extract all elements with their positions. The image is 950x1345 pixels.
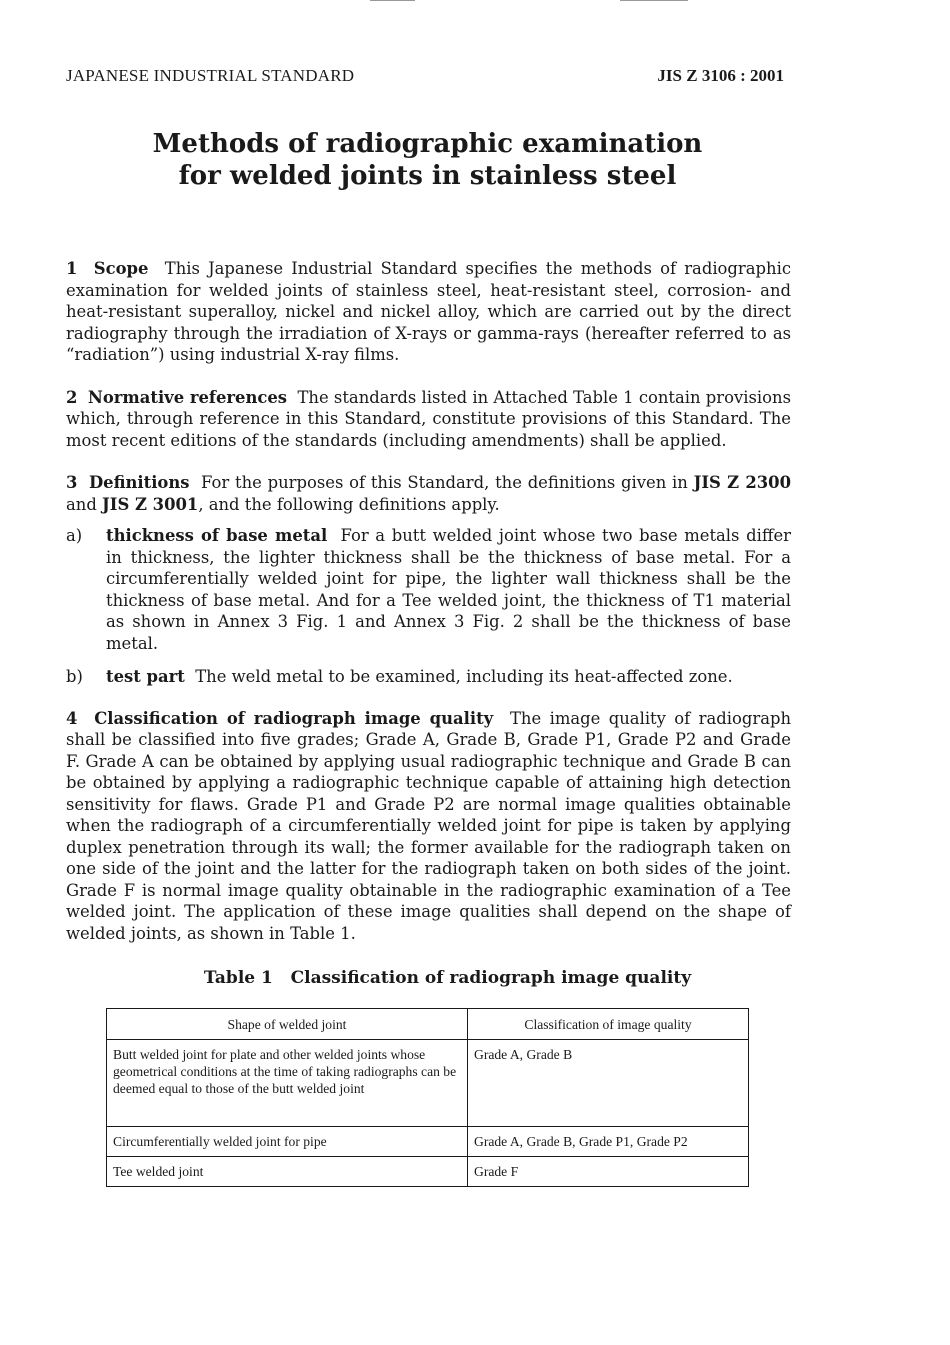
standard-reference: JIS Z 2300 bbox=[693, 473, 791, 492]
section-heading: Classification of radiograph image quality bbox=[94, 708, 494, 728]
section-text: This Japanese Industrial Standard specifies the methods of radiographic examination for welded joints of stainless steel, heat-resistant steel, corrosion- and heat-resistant superalloy, nickel and nickel alloy, which are carried out by the direct radiography through the irradiation of X-rays or gamma-rays (hereafter referred to as “radiation”) using industrial X-ray films. bbox=[66, 259, 791, 364]
table-cell: Grade F bbox=[468, 1156, 749, 1186]
classification-table bbox=[106, 1008, 749, 1187]
scan-mark bbox=[620, 0, 688, 1]
section-number: 2 bbox=[66, 387, 78, 407]
header-standard-name: JAPANESE INDUSTRIAL STANDARD bbox=[66, 66, 355, 85]
section-text: , and the following definitions apply. bbox=[198, 494, 500, 514]
column-header: Shape of welded joint bbox=[107, 1008, 468, 1039]
section-number: 1 bbox=[66, 259, 78, 278]
document-body bbox=[66, 258, 791, 1187]
section-number: 4 bbox=[66, 708, 78, 728]
scan-mark bbox=[370, 0, 415, 1]
table-row bbox=[107, 1156, 749, 1186]
column-header: Classification of image quality bbox=[468, 1008, 749, 1039]
definition-item bbox=[66, 666, 791, 688]
section-normative-references bbox=[66, 387, 791, 452]
definition-item bbox=[66, 525, 791, 654]
header-standard-number: JIS Z 3106 : 2001 bbox=[657, 66, 784, 85]
table-cell: Grade A, Grade B bbox=[468, 1039, 749, 1126]
table-cell: Grade A, Grade B, Grade P1, Grade P2 bbox=[468, 1126, 749, 1156]
item-label: b) bbox=[66, 667, 83, 686]
table-cell: Circumferentially welded joint for pipe bbox=[107, 1126, 468, 1156]
section-heading: Normative references bbox=[87, 387, 288, 407]
definition-text: For a butt welded joint whose two base metals differ in thickness, the lighter thickness shall be the thickness of base metal. For a circumferentially welded joint for pipe, the lighter wall thickness shall be the thickness of base metal. And for a Tee welded joint, the thickness of T1 material as shown in Annex 3 Fig. 1 and Annex 3 Fig. 2 shall be the thickness of base metal. bbox=[106, 526, 792, 653]
section-text: and bbox=[66, 494, 97, 514]
item-body bbox=[106, 666, 791, 688]
section-text: For the purposes of this Standard, the definitions given in bbox=[201, 473, 688, 492]
table-title: Table 1 Classification of radiograph image quality bbox=[203, 968, 692, 988]
table-row bbox=[107, 1039, 749, 1126]
section-definitions bbox=[66, 472, 791, 515]
section-classification bbox=[66, 708, 791, 945]
section-text: The image quality of radiograph shall be classified into five grades; Grade A, Grade B, Grade P1, Grade P2 and Grade F. Grade A can be obtained by applying usual radiographic technique and Grade B can be obtained by applying a radiographic technique capable of attaining high detection sensitivity for flaws. Grade P1 and Grade P2 are normal image qualities obtainable when the radiograph of a circumferentially welded joint for pipe is taken by applying duplex penetration through its wall; the former available for the radiograph taken on one side of the joint and the latter for the radiograph taken on both sides of the joint. Grade F is normal image quality obtainable in the radiographic examination of a Tee welded joint. The application of these image qualities shall depend on the shape of welded joints, as shown in Table 1. bbox=[66, 708, 792, 943]
table-cell: Butt welded joint for plate and other welded joints whose geometrical conditions at the time of taking radiographs can be deemed equal to those of the butt welded joint bbox=[107, 1039, 468, 1126]
item-label: a) bbox=[66, 526, 83, 545]
table-cell: Tee welded joint bbox=[107, 1156, 468, 1186]
section-number: 3 bbox=[66, 473, 78, 492]
section-heading: Definitions bbox=[88, 473, 190, 492]
section-heading: Scope bbox=[93, 259, 149, 278]
definition-term: thickness of base metal bbox=[106, 526, 328, 545]
definition-text: The weld metal to be examined, including its heat-affected zone. bbox=[195, 667, 733, 686]
table-header-row bbox=[107, 1008, 749, 1039]
standard-reference: JIS Z 3001 bbox=[102, 494, 199, 514]
table-row bbox=[107, 1126, 749, 1156]
section-text: The standards listed in Attached Table 1 contain provisions which, through reference in this Standard, constitute provisions of this Standard. The most recent editions of the standards (including amendments) shall be applied. bbox=[66, 387, 791, 450]
title-line-1: Methods of radiographic examination bbox=[152, 129, 703, 159]
title-line-2: for welded joints in stainless steel bbox=[178, 161, 677, 191]
definition-term: test part bbox=[106, 667, 185, 686]
item-body bbox=[106, 525, 791, 654]
section-scope bbox=[66, 258, 791, 366]
document-title bbox=[0, 128, 855, 192]
